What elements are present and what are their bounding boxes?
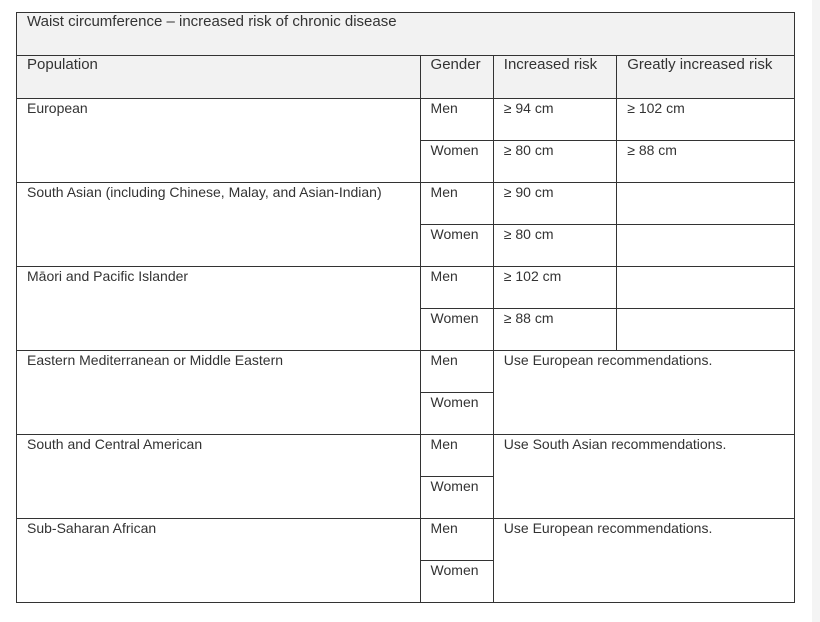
gender-cell: Women bbox=[420, 309, 493, 351]
table-row bbox=[17, 519, 795, 561]
greatly-increased-risk-cell bbox=[617, 183, 795, 225]
table-row bbox=[17, 183, 795, 225]
greatly-increased-risk-cell bbox=[617, 225, 795, 267]
increased-risk-cell: ≥ 80 cm bbox=[493, 225, 616, 267]
greatly-increased-risk-cell: ≥ 102 cm bbox=[617, 99, 795, 141]
greatly-increased-risk-cell bbox=[617, 267, 795, 309]
gender-cell: Women bbox=[420, 225, 493, 267]
greatly-increased-risk-cell: ≥ 88 cm bbox=[617, 141, 795, 183]
table-row bbox=[17, 267, 795, 309]
gender-cell: Men bbox=[420, 99, 493, 141]
population-cell: South Asian (including Chinese, Malay, and Asian-Indian) bbox=[17, 183, 421, 267]
gender-cell: Women bbox=[420, 141, 493, 183]
population-cell: Sub-Saharan African bbox=[17, 519, 421, 603]
increased-risk-cell: ≥ 90 cm bbox=[493, 183, 616, 225]
increased-risk-cell: ≥ 102 cm bbox=[493, 267, 616, 309]
header-greatly-increased-risk: Greatly increased risk bbox=[617, 56, 795, 99]
gender-cell: Men bbox=[420, 435, 493, 477]
recommendation-note: Use European recommendations. bbox=[493, 519, 794, 603]
gender-cell: Women bbox=[420, 477, 493, 519]
recommendation-note: Use South Asian recommendations. bbox=[493, 435, 794, 519]
header-population: Population bbox=[17, 56, 421, 99]
table-row bbox=[17, 435, 795, 477]
table-row bbox=[17, 351, 795, 393]
population-cell: European bbox=[17, 99, 421, 183]
waist-risk-table bbox=[16, 12, 795, 603]
population-cell: Māori and Pacific Islander bbox=[17, 267, 421, 351]
gender-cell: Women bbox=[420, 393, 493, 435]
population-cell: South and Central American bbox=[17, 435, 421, 519]
gender-cell: Women bbox=[420, 561, 493, 603]
gender-cell: Men bbox=[420, 267, 493, 309]
greatly-increased-risk-cell bbox=[617, 309, 795, 351]
gender-cell: Men bbox=[420, 183, 493, 225]
header-increased-risk: Increased risk bbox=[493, 56, 616, 99]
table-caption: Waist circumference – increased risk of chronic disease bbox=[17, 13, 795, 56]
increased-risk-cell: ≥ 94 cm bbox=[493, 99, 616, 141]
gender-cell: Men bbox=[420, 519, 493, 561]
page-edge bbox=[812, 0, 820, 622]
header-gender: Gender bbox=[420, 56, 493, 99]
population-cell: Eastern Mediterranean or Middle Eastern bbox=[17, 351, 421, 435]
recommendation-note: Use European recommendations. bbox=[493, 351, 794, 435]
table-row bbox=[17, 99, 795, 141]
increased-risk-cell: ≥ 88 cm bbox=[493, 309, 616, 351]
increased-risk-cell: ≥ 80 cm bbox=[493, 141, 616, 183]
gender-cell: Men bbox=[420, 351, 493, 393]
